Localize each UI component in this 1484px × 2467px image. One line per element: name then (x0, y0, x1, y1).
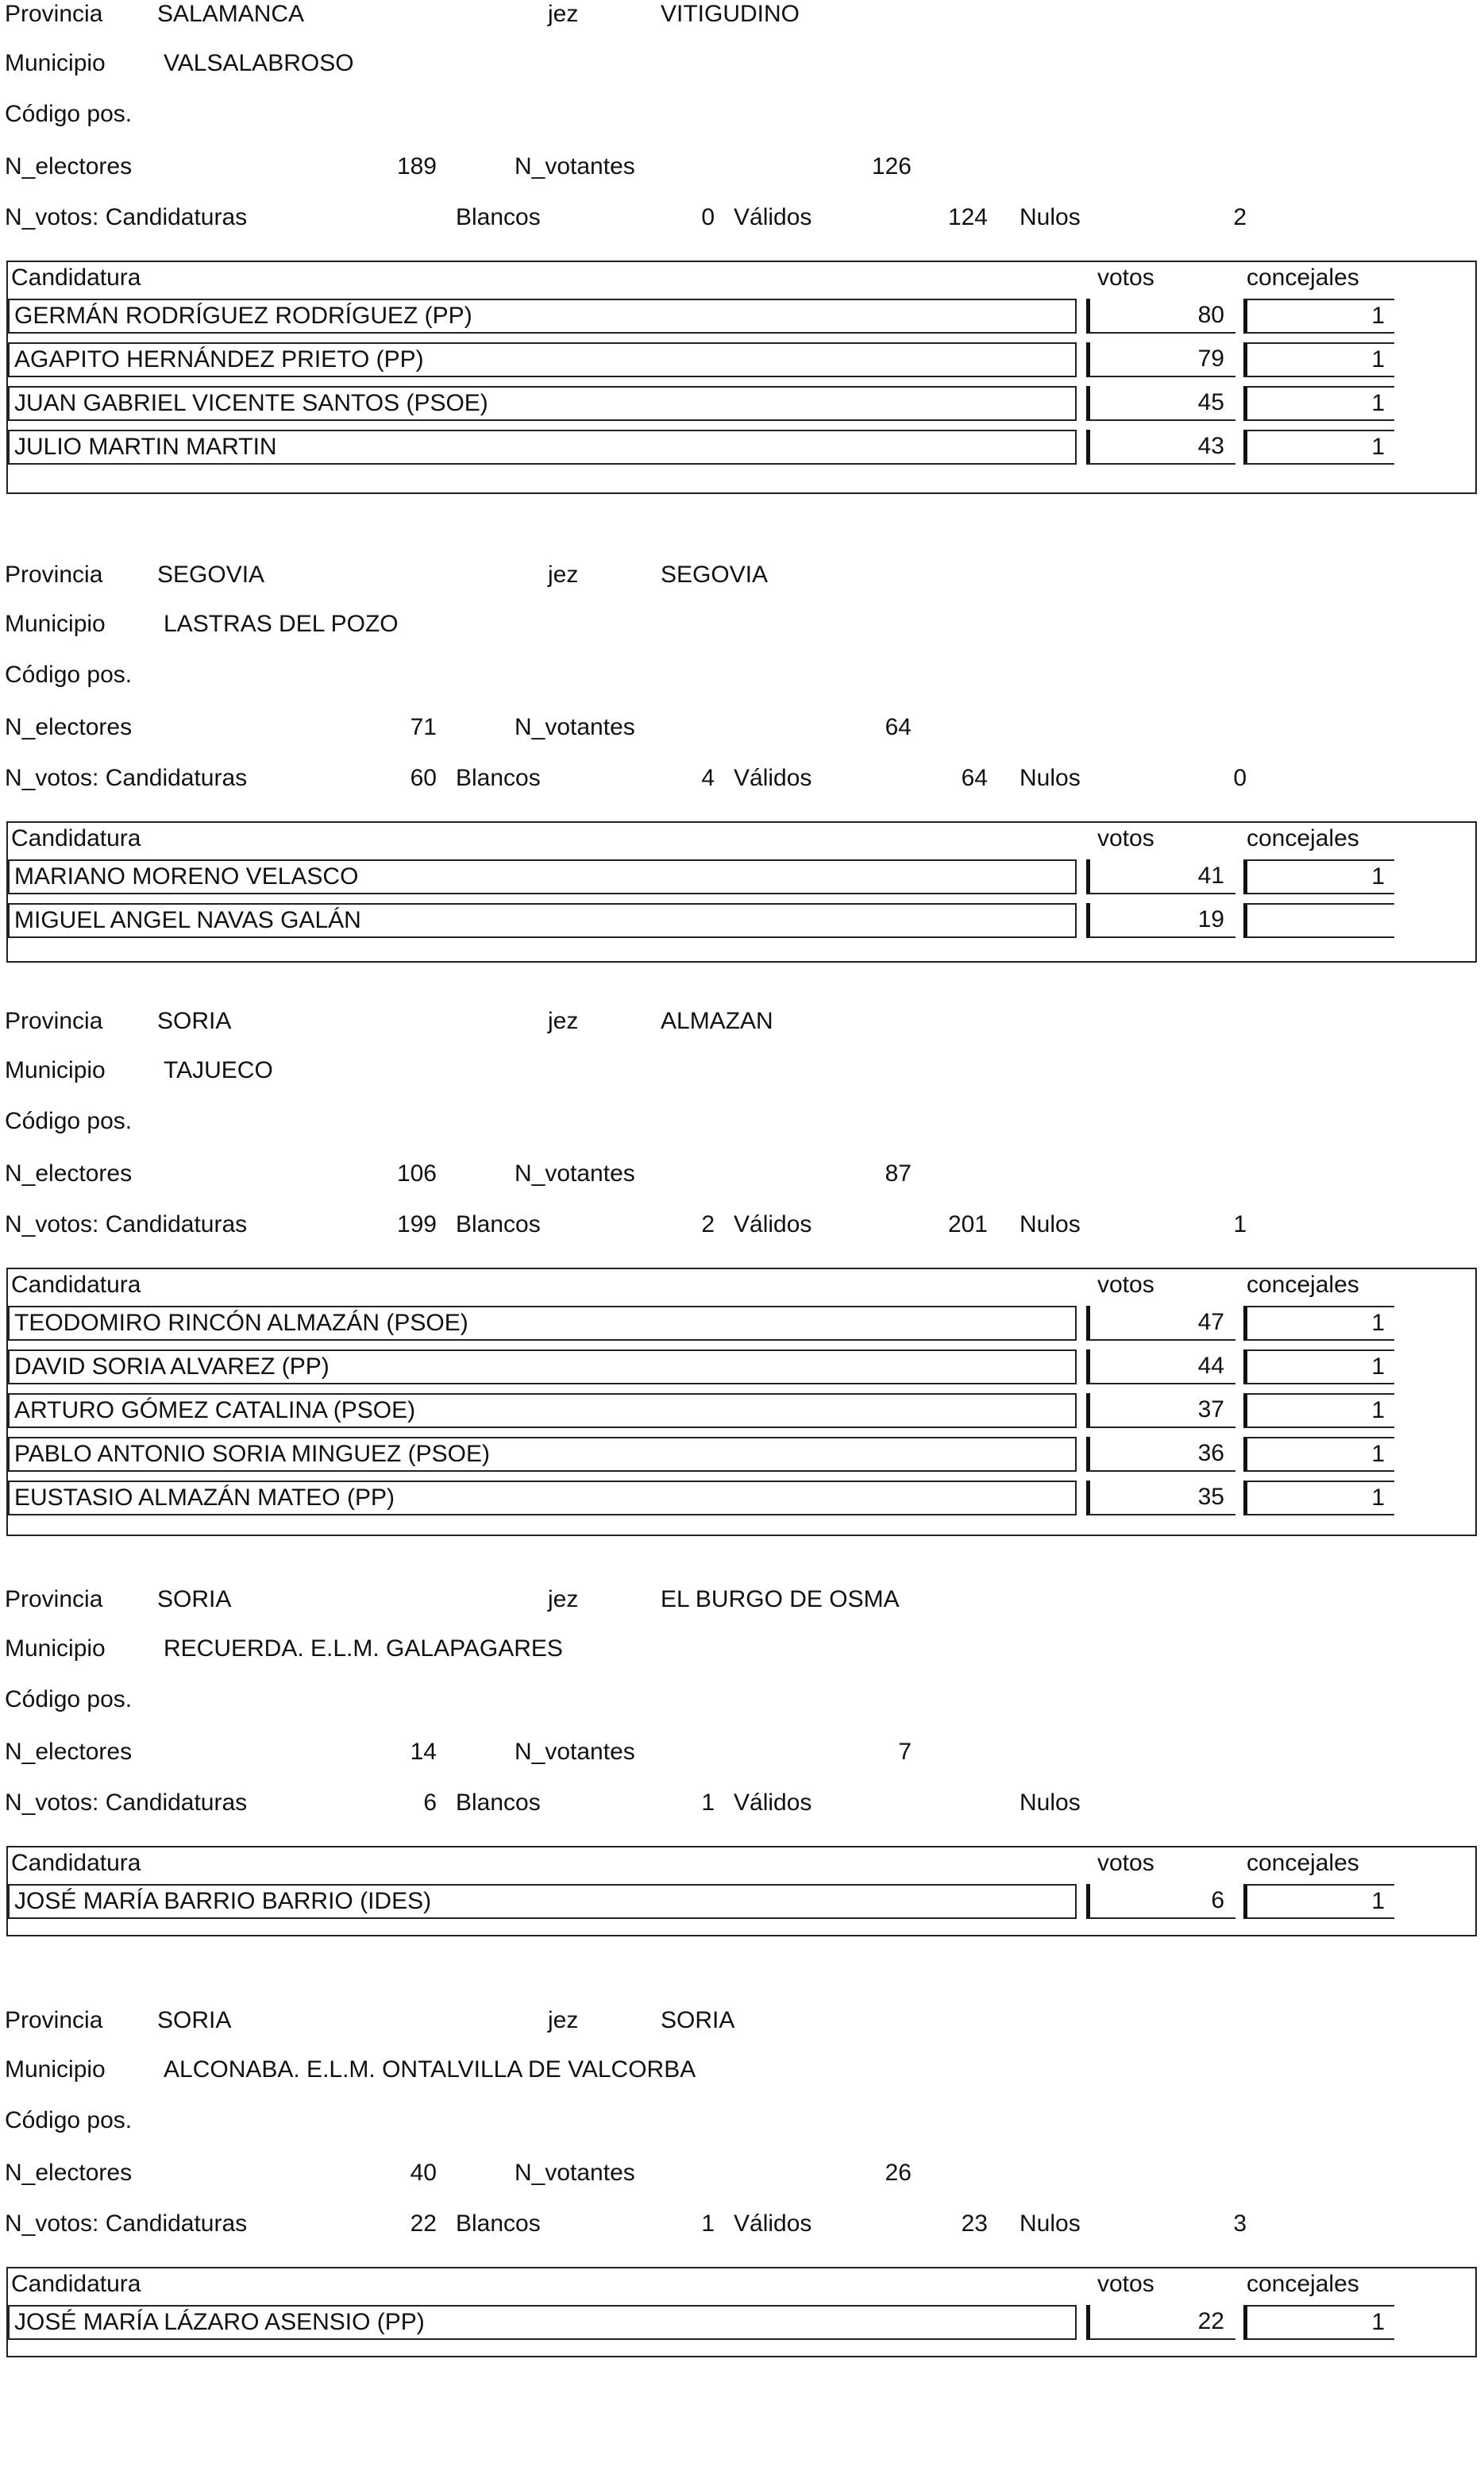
candidate-votes: 19 (1086, 903, 1235, 938)
provincia-value: SORIA (157, 1008, 232, 1034)
codigo-postal-label: Código pos. (5, 662, 133, 688)
nulos-label: Nulos (1020, 1789, 1081, 1816)
blancos-label: Blancos (456, 204, 541, 230)
provincia-value: SORIA (157, 2007, 232, 2033)
votantes-value: 7 (898, 1739, 912, 1765)
votos-candidaturas-label: N_votos: Candidaturas (5, 1211, 248, 1237)
column-header-candidatura: Candidatura (11, 264, 141, 291)
municipio-label: Municipio (5, 1057, 106, 1083)
column-header-votos: votos (1097, 264, 1154, 291)
blancos-value: 1 (701, 1789, 715, 1816)
juez-label: jez (548, 562, 579, 588)
votantes-value: 26 (885, 2160, 912, 2186)
juez-label: jez (548, 1586, 579, 1612)
codigo-postal-label: Código pos. (5, 2107, 133, 2133)
nulos-label: Nulos (1020, 2210, 1081, 2237)
municipio-value: TAJUECO (164, 1057, 273, 1083)
candidate-name: MIGUEL ANGEL NAVAS GALÁN (8, 903, 1077, 938)
candidate-name: AGAPITO HERNÁNDEZ PRIETO (PP) (8, 342, 1077, 377)
column-header-candidatura: Candidatura (11, 825, 141, 851)
blancos-label: Blancos (456, 1211, 541, 1237)
provincia-label: Provincia (5, 1, 103, 27)
column-header-concejales: concejales (1247, 264, 1359, 291)
votantes-label: N_votantes (515, 153, 635, 180)
candidate-concejales: 1 (1243, 2305, 1394, 2340)
blancos-label: Blancos (456, 2210, 541, 2237)
election-record (0, 1007, 1484, 1511)
candidate-concejales: 1 (1243, 1393, 1394, 1428)
table-row (8, 1477, 1475, 1520)
nulos-value: 1 (1233, 1211, 1247, 1237)
candidate-name: PABLO ANTONIO SORIA MINGUEZ (PSOE) (8, 1437, 1077, 1472)
candidate-votes: 43 (1086, 430, 1235, 465)
electores-value: 40 (410, 2160, 437, 2186)
nulos-label: Nulos (1020, 1211, 1081, 1237)
electores-value: 189 (396, 153, 437, 180)
codigo-postal-label: Código pos. (5, 1108, 133, 1134)
blancos-value: 0 (701, 204, 715, 230)
candidate-name: JULIO MARTIN MARTIN (8, 430, 1077, 465)
validos-label: Válidos (734, 1789, 812, 1816)
juez-value: SORIA (661, 2007, 735, 2033)
candidate-concejales: 1 (1243, 1884, 1394, 1919)
candidate-name: GERMÁN RODRÍGUEZ RODRÍGUEZ (PP) (8, 299, 1077, 334)
candidate-concejales: 1 (1243, 1306, 1394, 1341)
blancos-value: 2 (701, 1211, 715, 1237)
validos-label: Válidos (734, 204, 812, 230)
codigo-postal-label: Código pos. (5, 1686, 133, 1712)
provincia-value: SALAMANCA (157, 1, 305, 27)
candidate-name: ARTURO GÓMEZ CATALINA (PSOE) (8, 1393, 1077, 1428)
candidate-name: EUSTASIO ALMAZÁN MATEO (PP) (8, 1481, 1077, 1515)
column-header-candidatura: Candidatura (11, 1272, 141, 1298)
candidate-concejales (1243, 903, 1394, 938)
candidate-votes: 45 (1086, 386, 1235, 421)
candidate-votes: 37 (1086, 1393, 1235, 1428)
votos-candidaturas-label: N_votos: Candidaturas (5, 765, 248, 791)
juez-label: jez (548, 1, 579, 27)
candidate-votes: 41 (1086, 859, 1235, 894)
column-header-candidatura: Candidatura (11, 1850, 141, 1876)
candidate-table (6, 261, 1477, 494)
validos-value: 23 (961, 2210, 988, 2237)
election-record (0, 2006, 1484, 2467)
nulos-label: Nulos (1020, 765, 1081, 791)
candidate-name: JUAN GABRIEL VICENTE SANTOS (PSOE) (8, 386, 1077, 421)
votantes-value: 126 (871, 153, 912, 180)
candidate-concejales: 1 (1243, 1437, 1394, 1472)
table-row (8, 295, 1475, 338)
nulos-value: 2 (1233, 204, 1247, 230)
votantes-value: 87 (885, 1160, 912, 1187)
votos-candidaturas-label: N_votos: Candidaturas (5, 204, 248, 230)
table-row (8, 339, 1475, 382)
candidate-table (6, 1846, 1477, 1936)
table-row (8, 1881, 1475, 1924)
election-record (0, 0, 1484, 461)
candidate-name: TEODOMIRO RINCÓN ALMAZÁN (PSOE) (8, 1306, 1077, 1341)
candidaturas-value: 199 (396, 1211, 437, 1237)
votantes-value: 64 (885, 714, 912, 740)
table-row (8, 383, 1475, 426)
municipio-label: Municipio (5, 50, 106, 76)
electores-label: N_electores (5, 2160, 133, 2186)
municipio-value: RECUERDA. E.L.M. GALAPAGARES (164, 1635, 563, 1662)
candidate-concejales: 1 (1243, 1481, 1394, 1515)
candidate-votes: 6 (1086, 1884, 1235, 1919)
votos-candidaturas-label: N_votos: Candidaturas (5, 1789, 248, 1816)
electores-value: 14 (410, 1739, 437, 1765)
column-header-concejales: concejales (1247, 2271, 1359, 2297)
election-record (0, 561, 1484, 1021)
municipio-label: Municipio (5, 1635, 106, 1662)
municipio-value: ALCONABA. E.L.M. ONTALVILLA DE VALCORBA (164, 2056, 696, 2083)
juez-value: EL BURGO DE OSMA (661, 1586, 900, 1612)
table-row (8, 1346, 1475, 1389)
candidate-table (6, 1268, 1477, 1536)
provincia-label: Provincia (5, 2007, 103, 2033)
candidate-concejales: 1 (1243, 1349, 1394, 1384)
blancos-value: 1 (701, 2210, 715, 2237)
juez-label: jez (548, 2007, 579, 2033)
candidate-votes: 79 (1086, 342, 1235, 377)
votantes-label: N_votantes (515, 1739, 635, 1765)
juez-value: ALMAZAN (661, 1008, 773, 1034)
table-row (8, 1390, 1475, 1433)
column-header-votos: votos (1097, 2271, 1154, 2297)
table-row (8, 1434, 1475, 1477)
candidate-concejales: 1 (1243, 299, 1394, 334)
nulos-label: Nulos (1020, 204, 1081, 230)
column-header-votos: votos (1097, 1272, 1154, 1298)
table-row (8, 427, 1475, 469)
candidate-votes: 36 (1086, 1437, 1235, 1472)
municipio-label: Municipio (5, 611, 106, 637)
validos-label: Válidos (734, 1211, 812, 1237)
candidate-concejales: 1 (1243, 430, 1394, 465)
candidate-table (6, 821, 1477, 963)
candidate-votes: 35 (1086, 1481, 1235, 1515)
provincia-value: SORIA (157, 1586, 232, 1612)
candidaturas-value: 6 (423, 1789, 437, 1816)
candidate-name: JOSÉ MARÍA LÁZARO ASENSIO (PP) (8, 2305, 1077, 2340)
validos-label: Válidos (734, 2210, 812, 2237)
provincia-label: Provincia (5, 1008, 103, 1034)
votantes-label: N_votantes (515, 2160, 635, 2186)
municipio-value: LASTRAS DEL POZO (164, 611, 399, 637)
juez-value: VITIGUDINO (661, 1, 800, 27)
juez-label: jez (548, 1008, 579, 1034)
table-row (8, 900, 1475, 943)
candidate-votes: 80 (1086, 299, 1235, 334)
electores-label: N_electores (5, 714, 133, 740)
table-row (8, 856, 1475, 899)
electores-label: N_electores (5, 153, 133, 180)
column-header-concejales: concejales (1247, 825, 1359, 851)
electores-value: 71 (410, 714, 437, 740)
candidate-table (6, 2267, 1477, 2357)
validos-value: 124 (947, 204, 988, 230)
candidate-name: JOSÉ MARÍA BARRIO BARRIO (IDES) (8, 1884, 1077, 1919)
nulos-value: 0 (1233, 765, 1247, 791)
votantes-label: N_votantes (515, 1160, 635, 1187)
nulos-value: 3 (1233, 2210, 1247, 2237)
column-header-concejales: concejales (1247, 1850, 1359, 1876)
electores-label: N_electores (5, 1739, 133, 1765)
blancos-label: Blancos (456, 765, 541, 791)
blancos-label: Blancos (456, 1789, 541, 1816)
votantes-label: N_votantes (515, 714, 635, 740)
electores-label: N_electores (5, 1160, 133, 1187)
juez-value: SEGOVIA (661, 562, 769, 588)
municipio-label: Municipio (5, 2056, 106, 2083)
election-record (0, 1585, 1484, 2046)
provincia-value: SEGOVIA (157, 562, 265, 588)
candidate-concejales: 1 (1243, 342, 1394, 377)
codigo-postal-label: Código pos. (5, 101, 133, 127)
candidaturas-value: 60 (410, 765, 437, 791)
candidate-name: MARIANO MORENO VELASCO (8, 859, 1077, 894)
candidate-votes: 44 (1086, 1349, 1235, 1384)
validos-value: 64 (961, 765, 988, 791)
column-header-votos: votos (1097, 1850, 1154, 1876)
candidate-votes: 22 (1086, 2305, 1235, 2340)
candidate-name: DAVID SORIA ALVAREZ (PP) (8, 1349, 1077, 1384)
table-row (8, 1303, 1475, 1345)
provincia-label: Provincia (5, 562, 103, 588)
validos-label: Válidos (734, 765, 812, 791)
municipio-value: VALSALABROSO (164, 50, 354, 76)
provincia-label: Provincia (5, 1586, 103, 1612)
candidaturas-value: 22 (410, 2210, 437, 2237)
column-header-candidatura: Candidatura (11, 2271, 141, 2297)
electores-value: 106 (396, 1160, 437, 1187)
candidate-votes: 47 (1086, 1306, 1235, 1341)
votos-candidaturas-label: N_votos: Candidaturas (5, 2210, 248, 2237)
validos-value: 201 (947, 1211, 988, 1237)
column-header-votos: votos (1097, 825, 1154, 851)
table-row (8, 2302, 1475, 2345)
column-header-concejales: concejales (1247, 1272, 1359, 1298)
candidate-concejales: 1 (1243, 859, 1394, 894)
candidate-concejales: 1 (1243, 386, 1394, 421)
blancos-value: 4 (701, 765, 715, 791)
